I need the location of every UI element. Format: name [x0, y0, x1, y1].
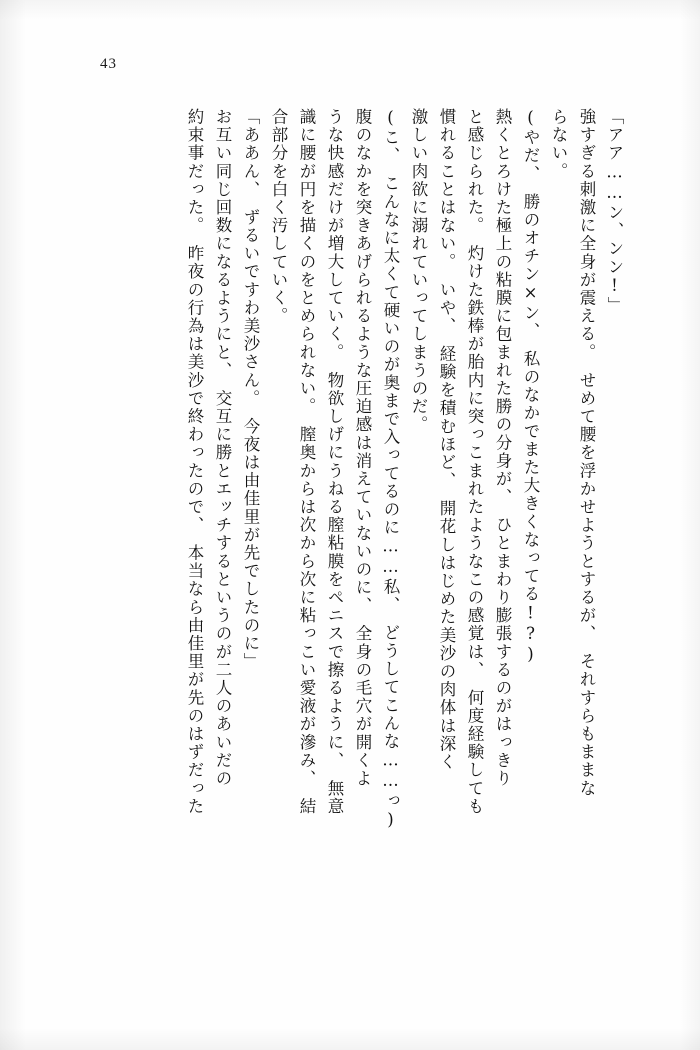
text-column: 合部分を白く汚していく。 [269, 108, 288, 326]
scan-edge-shadow [680, 0, 700, 1050]
text-column: 慣れることはない。 いや、 経験を積むほど、 開花しはじめた美沙の肉体は深く [437, 108, 456, 772]
text-column: お互い同じ回数になるようにと、 交互に勝とエッチするというのが二人のあいだの [213, 108, 232, 788]
text-column: 「ああん、 ずるいですわ美沙さん。 今夜は由佳里が先でしたのに」 [241, 108, 260, 671]
scan-edge-shadow [0, 0, 26, 1050]
scan-edge-shadow [0, 1028, 700, 1050]
vertical-text-body [77, 108, 622, 988]
page-number: 43 [100, 56, 117, 72]
text-column: らない。 [549, 108, 568, 181]
text-column: 識に腰が円を描くのをとめられない。 膣奥からは次から次に粘っこい愛液が滲み、 結 [297, 108, 316, 816]
text-column: 熱くとろけた極上の粘膜に包まれた勝の分身が、 ひとまわり膨張するのがはっきり [493, 108, 512, 788]
text-column: 強すぎる刺激に全身が震える。 せめて腰を浮かせようとするが、 それすらもままな [577, 108, 596, 798]
text-column: 約束事だった。 昨夜の行為は美沙で終わったので、 本当なら由佳里が先のはずだった [185, 108, 204, 816]
text-column: 激しい肉欲に溺れていってしまうのだ。 [409, 108, 428, 434]
text-column: 腹のなかを突きあげられるような圧迫感は消えていないのに、 全身の毛穴が開くよ [353, 108, 372, 788]
scan-edge-shadow [0, 0, 700, 20]
text-column: 「アア……ン、ンン!」 [605, 108, 624, 315]
text-column: (こ、 こんなに太くて硬いのが奥まで入ってるのに……私、 どうしてこんな……っ) [381, 108, 400, 831]
text-column: うな快感だけが増大していく。 物欲しげにうねる膣粘膜をペニスで擦るように、 無意 [325, 108, 344, 816]
text-column: と感じられた。 灼けた鉄棒が胎内に突っこまれたようなこの感覚は、 何度経験しても [465, 108, 484, 816]
text-column: (やだ、 勝のオチン×ン、 私のなかでまた大きくなってる!?) [521, 108, 540, 666]
